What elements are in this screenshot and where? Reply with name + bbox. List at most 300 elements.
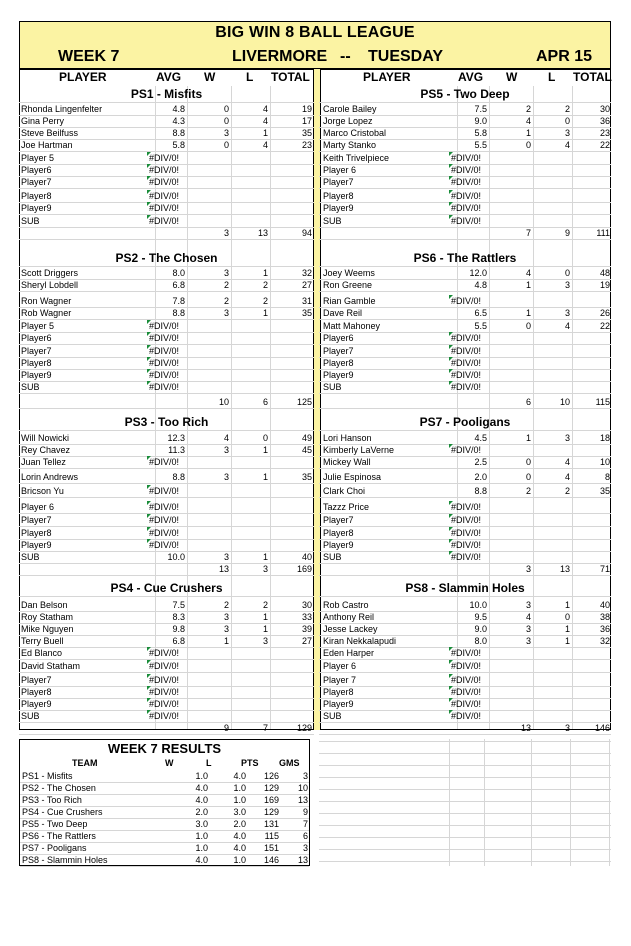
col-w: W [204,70,216,84]
player-row [319,501,611,513]
player-avg: #DIV/0! [149,502,180,512]
grid-hline [19,408,314,409]
grid-hline [19,672,314,673]
player-losses: 3 [564,433,570,443]
team-title: PS7 - Pooligans [419,415,511,429]
grid-hline [19,430,314,431]
team-totals-row [319,396,611,408]
player-avg: #DIV/0! [149,675,180,685]
player-row [19,332,314,344]
results-team: PS8 - Slammin Holes [22,855,108,865]
results-team: PS3 - Too Rich [22,795,82,805]
player-losses: 2 [262,296,268,306]
error-marker-icon [147,152,151,156]
results-w: 4.0 [195,855,208,865]
team-title: PS8 - Slammin Holes [405,581,525,595]
player-name: Matt Mahoney [323,321,381,331]
player-avg: #DIV/0! [149,346,180,356]
player-losses: 1 [564,636,570,646]
player-wins: 2 [223,296,229,306]
player-avg: 9.5 [474,612,487,622]
team-total-wins: 9 [223,723,229,733]
player-row [19,381,314,393]
player-row [19,215,314,227]
player-row [19,152,314,164]
player-avg: 4.5 [474,433,487,443]
player-total: 17 [301,116,312,126]
grid-hline [319,497,611,498]
player-name: SUB [21,711,40,721]
player-name: Player9 [323,540,354,550]
player-avg: 8.0 [474,636,487,646]
player-row [319,698,611,710]
player-avg: #DIV/0! [149,321,180,331]
error-marker-icon [147,686,151,690]
player-avg: #DIV/0! [451,528,482,538]
player-name: Rhonda Lingenfelter [21,104,103,114]
player-avg: #DIV/0! [149,486,180,496]
player-wins: 2 [223,600,229,610]
player-name: Rob Wagner [21,308,72,318]
team-title: PS6 - The Rattlers [413,251,517,265]
player-row [319,332,611,344]
team-total-wins: 3 [223,228,229,238]
player-row [319,127,611,139]
player-row [19,190,314,202]
player-row [19,279,314,291]
player-losses: 0 [564,612,570,622]
player-total: 32 [599,636,610,646]
player-name: Steve Beilfuss [21,128,79,138]
error-marker-icon [147,710,151,714]
player-avg: 4.8 [474,280,487,290]
team-totals-row [19,396,314,408]
grid-hline [319,188,611,189]
player-name: SUB [323,552,342,562]
player-name: Carole Bailey [323,104,377,114]
results-col-pts: PTS [241,758,259,768]
player-losses: 1 [262,552,268,562]
player-name: Dave Reil [323,308,363,318]
player-name: Mike Nguyen [21,624,74,634]
player-name: Eden Harper [323,648,375,658]
results-gms: 10 [297,783,308,793]
player-total: 30 [599,104,610,114]
player-avg: 6.8 [172,280,185,290]
player-name: Player 7 [323,675,357,685]
player-row [319,485,611,497]
error-marker-icon [147,485,151,489]
results-team: PS6 - The Rattlers [22,831,96,841]
results-row [20,854,309,866]
grid-hline [19,596,314,597]
player-losses: 2 [564,104,570,114]
team-total-points: 129 [296,723,312,733]
grid-hline [19,575,314,576]
player-name: Marco Cristobal [323,128,387,138]
player-avg: #DIV/0! [451,711,482,721]
player-wins: 2 [223,280,229,290]
header-separator: -- [340,48,351,65]
player-avg: #DIV/0! [149,661,180,671]
results-pts: 129 [263,783,279,793]
results-w: 2.0 [195,807,208,817]
player-row [19,357,314,369]
player-losses: 4 [262,140,268,150]
week-label: WEEK 7 [58,48,120,65]
error-marker-icon [449,698,453,702]
player-avg: #DIV/0! [451,540,482,550]
player-row [319,444,611,456]
team-totals-row [19,227,314,239]
player-name: Scott Driggers [21,268,79,278]
error-marker-icon [449,345,453,349]
error-marker-icon [449,444,453,448]
player-name: Player8 [323,191,354,201]
player-row [319,686,611,698]
error-marker-icon [449,674,453,678]
player-avg: #DIV/0! [451,370,482,380]
player-total: 35 [599,486,610,496]
player-name: Marty Stanko [323,140,377,150]
results-l: 1.0 [233,855,246,865]
error-marker-icon [449,710,453,714]
player-wins: 3 [223,472,229,482]
grid-hline [20,866,309,867]
grid-hline [319,765,611,766]
player-name: Anthony Reil [323,612,375,622]
grid-vline [484,739,485,866]
results-pts: 126 [263,771,279,781]
team-total-wins: 3 [525,564,531,574]
team-total-points: 71 [599,564,610,574]
player-name: Player8 [323,528,354,538]
team-total-wins: 13 [218,564,229,574]
team-title: PS5 - Two Deep [420,87,510,101]
player-row [19,710,314,722]
player-wins: 1 [223,636,229,646]
player-row [319,674,611,686]
results-gms: 6 [302,831,308,841]
player-name: Player7 [21,515,52,525]
results-pts: 146 [263,855,279,865]
player-name: Player8 [323,358,354,368]
player-row [319,295,611,307]
player-total: 23 [301,140,312,150]
player-name: Player 6 [323,165,357,175]
player-row [319,267,611,279]
player-row [19,599,314,611]
player-total: 19 [599,280,610,290]
player-wins: 1 [525,280,531,290]
player-avg: #DIV/0! [149,648,180,658]
player-avg: #DIV/0! [451,333,482,343]
player-row [319,710,611,722]
player-avg: #DIV/0! [149,687,180,697]
player-avg: #DIV/0! [451,177,482,187]
player-wins: 3 [525,600,531,610]
team-totals-row [319,563,611,575]
player-losses: 0 [564,116,570,126]
player-avg: 11.3 [168,445,185,455]
results-pts: 169 [263,795,279,805]
player-total: 27 [301,280,312,290]
league-title: BIG WIN 8 BALL LEAGUE [215,24,415,41]
player-wins: 4 [223,433,229,443]
player-avg: 7.8 [172,296,185,306]
col-player: PLAYER [363,70,411,84]
results-row [20,794,309,806]
results-pts: 115 [264,831,279,841]
team-total-wins: 13 [520,723,531,733]
grid-vline [609,739,610,866]
grid-hline [19,393,314,394]
player-row [319,152,611,164]
team-total-losses: 3 [262,564,268,574]
results-col-team: TEAM [72,758,98,768]
error-marker-icon [147,501,151,505]
player-avg: #DIV/0! [451,358,482,368]
player-row [19,514,314,526]
team-total-wins: 7 [525,228,531,238]
player-avg: 5.8 [474,128,487,138]
error-marker-icon [449,176,453,180]
results-l: 4.0 [233,771,246,781]
player-avg: #DIV/0! [451,382,482,392]
player-name: SUB [323,216,342,226]
player-total: 40 [301,552,312,562]
results-row [20,842,309,854]
player-losses: 2 [564,486,570,496]
col-avg: AVG [156,70,182,84]
grid-hline [319,801,611,802]
player-row [19,674,314,686]
player-row [19,432,314,444]
player-wins: 2 [525,104,531,114]
player-avg: 2.0 [474,472,487,482]
player-avg: 8.8 [172,472,185,482]
player-wins: 3 [223,552,229,562]
grid-hline [319,789,611,790]
player-row [319,164,611,176]
grid-hline [19,483,314,484]
team-total-losses: 3 [564,723,570,733]
player-losses: 1 [564,624,570,634]
player-wins: 1 [525,433,531,443]
player-row [319,139,611,151]
player-name: SUB [21,216,40,226]
player-avg: 5.5 [474,140,487,150]
player-avg: 8.3 [172,612,185,622]
player-avg: 12.0 [469,268,487,278]
team-total-losses: 6 [262,397,268,407]
player-row [19,127,314,139]
player-row [19,485,314,497]
player-wins: 3 [223,128,229,138]
player-name: Tazzz Price [323,502,370,512]
error-marker-icon [147,332,151,336]
player-row [19,202,314,214]
player-losses: 4 [564,457,570,467]
player-row [319,381,611,393]
player-row [319,432,611,444]
player-wins: 1 [525,308,531,318]
player-row [319,635,611,647]
error-marker-icon [147,215,151,219]
player-name: Player9 [21,540,52,550]
player-row [319,103,611,115]
grid-hline [319,430,611,431]
player-losses: 4 [564,140,570,150]
player-total: 31 [301,296,312,306]
player-losses: 2 [262,280,268,290]
empty-grid-area [319,739,611,866]
player-losses: 4 [262,104,268,114]
results-gms: 13 [297,855,308,865]
error-marker-icon [147,539,151,543]
player-avg: #DIV/0! [451,699,482,709]
player-row [19,345,314,357]
error-marker-icon [147,357,151,361]
player-row [19,501,314,513]
results-l: 1.0 [233,783,246,793]
player-row [319,115,611,127]
player-total: 35 [301,308,312,318]
player-avg: #DIV/0! [451,153,482,163]
grid-vline [570,739,571,866]
grid-hline [19,497,314,498]
player-wins: 0 [525,457,531,467]
player-row [319,599,611,611]
player-name: Lorin Andrews [21,472,79,482]
player-wins: 3 [223,308,229,318]
player-row [19,456,314,468]
player-name: Ed Blanco [21,648,63,658]
error-marker-icon [147,527,151,531]
player-row [19,164,314,176]
player-total: 39 [301,624,312,634]
results-w: 1.0 [195,831,208,841]
team-total-points: 115 [595,397,610,407]
player-row [319,345,611,357]
player-row [19,295,314,307]
player-avg: 6.8 [172,636,185,646]
player-name: Kiran Nekkalapudi [323,636,397,646]
player-avg: #DIV/0! [451,648,482,658]
player-name: Player7 [21,346,52,356]
grid-hline [19,291,314,292]
player-total: 36 [599,116,610,126]
col-w: W [506,70,518,84]
player-name: Player 6 [323,661,357,671]
grid-hline [319,753,611,754]
player-name: Mickey Wall [323,457,371,467]
player-row [319,369,611,381]
player-total: 38 [599,612,610,622]
results-col-w: W [165,758,174,768]
player-name: Jesse Lackey [323,624,378,634]
player-avg: 4.8 [172,104,185,114]
player-total: 36 [599,624,610,634]
player-row [19,444,314,456]
player-avg: 12.3 [167,433,185,443]
player-name: Sheryl Lobdell [21,280,79,290]
player-wins: 4 [525,116,531,126]
player-avg: 8.0 [172,268,185,278]
results-row [20,770,309,782]
player-row [19,551,314,563]
error-marker-icon [449,660,453,664]
player-avg: #DIV/0! [149,515,180,525]
player-row [19,527,314,539]
player-row [19,698,314,710]
player-avg: 7.5 [172,600,185,610]
player-avg: #DIV/0! [149,540,180,550]
player-avg: #DIV/0! [149,358,180,368]
player-avg: #DIV/0! [149,177,180,187]
player-avg: 8.8 [172,308,185,318]
results-gms: 3 [302,771,308,781]
player-losses: 3 [564,128,570,138]
grid-hline [319,291,611,292]
error-marker-icon [449,190,453,194]
player-row [319,307,611,319]
player-avg: #DIV/0! [149,191,180,201]
player-losses: 1 [262,624,268,634]
player-avg: 10.0 [167,552,185,562]
error-marker-icon [449,152,453,156]
player-losses: 0 [564,268,570,278]
grid-hline [319,813,611,814]
player-name: SUB [21,552,40,562]
player-name: Player7 [21,177,52,187]
results-team: PS2 - The Chosen [22,783,96,793]
player-losses: 0 [262,433,268,443]
error-marker-icon [147,381,151,385]
player-name: David Statham [21,661,81,671]
team-total-wins: 6 [525,397,531,407]
player-avg: 5.5 [474,321,487,331]
player-avg: 10.0 [469,600,487,610]
player-total: 18 [599,433,610,443]
team-total-wins: 10 [218,397,229,407]
player-losses: 1 [262,612,268,622]
results-gms: 3 [302,843,308,853]
player-avg: #DIV/0! [451,203,482,213]
player-name: SUB [323,382,342,392]
error-marker-icon [147,456,151,460]
grid-hline [319,837,611,838]
player-name: Player8 [21,528,52,538]
player-avg: #DIV/0! [149,370,180,380]
player-row [19,635,314,647]
results-team: PS5 - Two Deep [22,819,88,829]
player-row [319,527,611,539]
grid-hline [319,777,611,778]
player-avg: #DIV/0! [149,203,180,213]
player-avg: 8.8 [172,128,185,138]
player-row [319,660,611,672]
player-row [319,357,611,369]
error-marker-icon [449,369,453,373]
player-name: Ron Wagner [21,296,72,306]
player-name: Joe Hartman [21,140,73,150]
results-row [20,806,309,818]
player-total: 35 [301,472,312,482]
player-avg: 8.8 [474,486,487,496]
player-wins: 0 [525,321,531,331]
player-avg: #DIV/0! [451,552,482,562]
